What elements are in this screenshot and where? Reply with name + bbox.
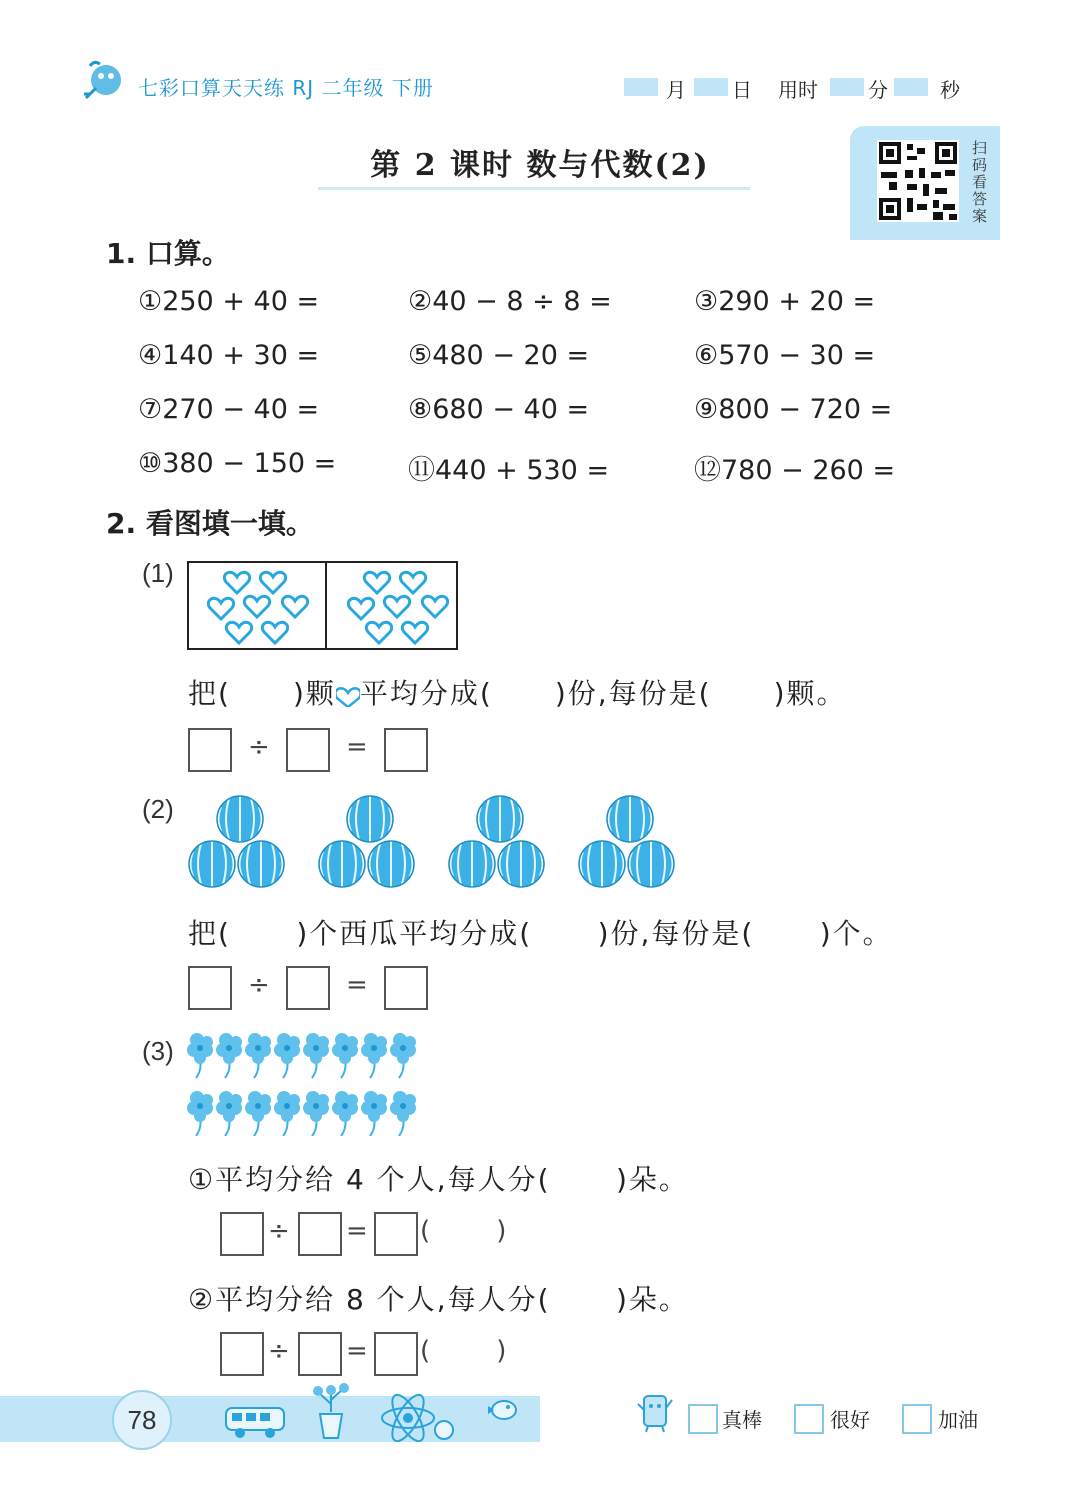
divide-sign: ÷ <box>248 732 270 762</box>
month-label: 月 <box>666 78 686 102</box>
part3-label: (3) <box>142 1036 174 1066</box>
rating-label-keep-going: 加油 <box>938 1408 978 1432</box>
minutes-label: 分 <box>868 78 888 102</box>
seconds-label: 秒 <box>940 78 960 102</box>
answer-box[interactable] <box>286 728 330 772</box>
part3-question2: ②平均分给 8 个人,每人分( )朵。 <box>188 1283 689 1316</box>
lesson-title: 第 2 课时 数与代数(2) <box>370 148 710 183</box>
bus-icon <box>224 1404 288 1444</box>
problem-12: ⑫780 − 260 = <box>694 455 896 486</box>
qr-label: 扫码看答案 <box>972 139 988 225</box>
problem-2: ②40 − 8 ÷ 8 = <box>408 286 612 317</box>
rating-checkbox-keep-going[interactable] <box>902 1404 932 1434</box>
problem-11: ⑪440 + 530 = <box>408 455 610 486</box>
equals-sign: = <box>346 1216 368 1246</box>
hearts-figure <box>187 561 459 655</box>
time-used-label: 用时 <box>778 78 818 102</box>
plant-icon <box>306 1382 356 1446</box>
answer-box[interactable] <box>374 1332 418 1376</box>
problem-6: ⑥570 − 30 = <box>694 340 876 371</box>
problem-3: ③290 + 20 = <box>694 286 876 317</box>
mascot-icon <box>634 1388 678 1438</box>
part2-label: (2) <box>142 794 174 824</box>
problem-10: ⑩380 − 150 = <box>138 448 337 479</box>
rating-checkbox-great[interactable] <box>688 1404 718 1434</box>
answer-box[interactable] <box>384 966 428 1010</box>
answer-box[interactable] <box>188 728 232 772</box>
problem-9: ⑨800 − 720 = <box>694 394 893 425</box>
answer-box[interactable] <box>298 1212 342 1256</box>
flowers-figure <box>186 1032 422 1140</box>
answer-box[interactable] <box>374 1212 418 1256</box>
part1-sentence <box>188 672 847 714</box>
section1-title: 1. 口算。 <box>106 237 230 270</box>
minutes-field[interactable] <box>830 78 864 96</box>
rating-checkbox-good[interactable] <box>794 1404 824 1434</box>
answer-box[interactable] <box>298 1332 342 1376</box>
part1-label: (1) <box>142 558 174 588</box>
month-field[interactable] <box>624 78 658 96</box>
answer-box[interactable] <box>220 1212 264 1256</box>
unit-blank[interactable]: ( ) <box>420 1216 507 1246</box>
section2-title: 2. 看图填一填。 <box>106 507 314 540</box>
divide-sign: ÷ <box>268 1336 290 1366</box>
title-underline <box>318 187 750 190</box>
text-segment: )颗。 <box>773 677 847 710</box>
book-title: 七彩口算天天练 RJ 二年级 下册 <box>138 76 434 100</box>
problem-8: ⑧680 − 40 = <box>408 394 590 425</box>
divide-sign: ÷ <box>248 970 270 1000</box>
text-segment: )份,每份是( <box>554 677 712 710</box>
text-segment: 把( <box>188 677 231 710</box>
part2-sentence: 把( )个西瓜平均分成( )份,每份是( )个。 <box>188 917 893 950</box>
problem-1: ①250 + 40 = <box>138 286 320 317</box>
equals-sign: = <box>346 732 368 762</box>
rating-label-good: 很好 <box>830 1408 870 1432</box>
day-field[interactable] <box>694 78 728 96</box>
heart-icon <box>336 681 360 714</box>
equals-sign: = <box>346 970 368 1000</box>
atom-icon <box>378 1390 458 1450</box>
answer-box[interactable] <box>384 728 428 772</box>
mascot-icon <box>76 58 132 108</box>
page-number: 78 <box>112 1390 172 1450</box>
day-label: 日 <box>732 78 752 102</box>
equals-sign: = <box>346 1336 368 1366</box>
answer-box[interactable] <box>188 966 232 1010</box>
part3-question1: ①平均分给 4 个人,每人分( )朵。 <box>188 1163 689 1196</box>
unit-blank[interactable]: ( ) <box>420 1336 507 1366</box>
bird-icon <box>484 1394 524 1428</box>
rating-label-great: 真棒 <box>722 1408 762 1432</box>
text-segment: )颗 <box>292 677 336 710</box>
answer-box[interactable] <box>286 966 330 1010</box>
qr-code-icon[interactable] <box>877 140 959 222</box>
answer-box[interactable] <box>220 1332 264 1376</box>
problem-4: ④140 + 30 = <box>138 340 320 371</box>
text-segment: 平均分成( <box>359 677 493 710</box>
watermelons-figure <box>184 794 680 894</box>
divide-sign: ÷ <box>268 1216 290 1246</box>
problem-7: ⑦270 − 40 = <box>138 394 320 425</box>
seconds-field[interactable] <box>894 78 928 96</box>
problem-5: ⑤480 − 20 = <box>408 340 590 371</box>
